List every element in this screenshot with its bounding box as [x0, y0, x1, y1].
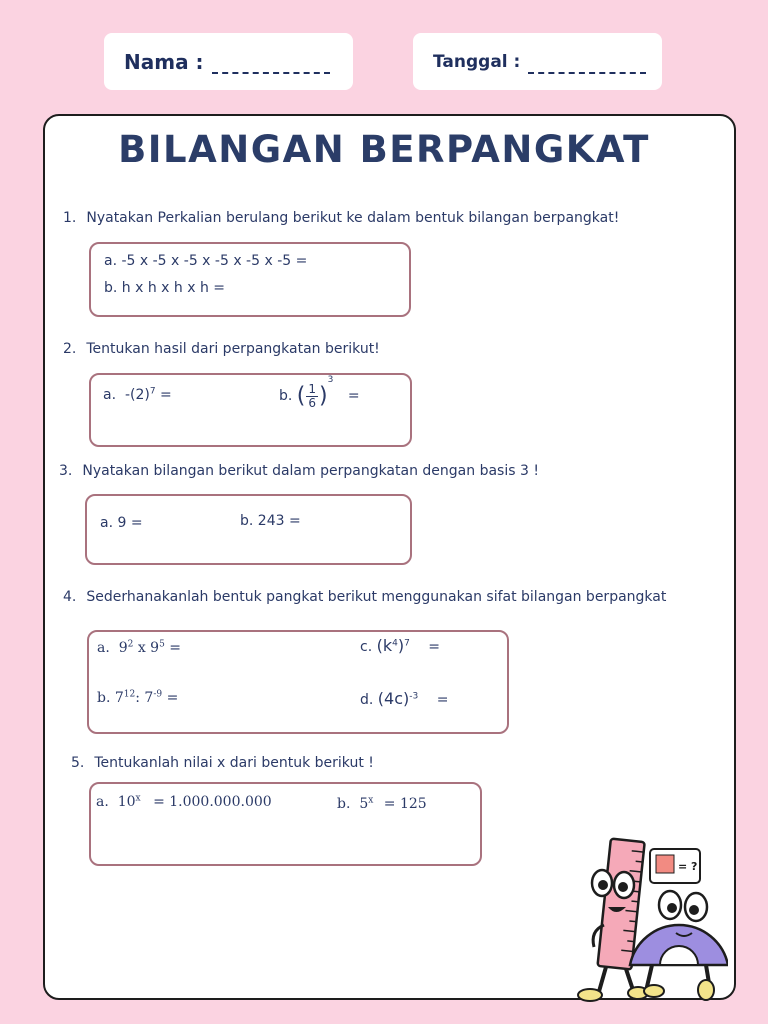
- answer-box-2[interactable]: [89, 373, 412, 447]
- answer-box-1[interactable]: [89, 242, 411, 317]
- q5-item-b: b. 5$^x$ = 125: [337, 795, 427, 812]
- q3-item-b: b. 243 =: [240, 513, 301, 529]
- q2-item-b: b. ( $\frac{1}{6}$ )$^3$ =: [279, 375, 360, 410]
- question-5: 5. Tentukanlah nilai x dari bentuk berikut !: [71, 755, 374, 771]
- q2-item-a: a. $-(2)^7$ =: [103, 386, 172, 403]
- q4-item-c: c. $(k^4)^7$ =: [360, 636, 441, 655]
- protractor-character: [630, 891, 728, 1000]
- speech-bubble: [650, 849, 700, 883]
- q5-item-a: a. 10$^x$ = 1.000.000.000: [96, 793, 272, 810]
- name-blank-line[interactable]: [212, 58, 330, 74]
- answer-box-5[interactable]: [89, 782, 482, 866]
- answer-box-3[interactable]: [85, 494, 412, 565]
- ruler-character: [578, 839, 648, 1001]
- date-field[interactable]: [413, 33, 662, 90]
- q1-item-b: b. h x h x h x h =: [104, 280, 226, 296]
- q4-item-a: a. $9^2$ x $9^5$ =: [97, 639, 182, 656]
- date-label: Tanggal :: [433, 51, 521, 72]
- question-1: 1. Nyatakan Perkalian berulang berikut ke dalam bentuk bilangan berpangkat!: [63, 210, 620, 226]
- answer-box-4[interactable]: [87, 630, 509, 734]
- speech-bubble-text: = ?: [678, 860, 698, 873]
- q4-item-d: d. $(4c)^{-3}$ =: [360, 689, 449, 708]
- question-3: 3. Nyatakan bilangan berikut dalam perpangkatan dengan basis 3 !: [59, 463, 539, 479]
- q3-item-a: a. 9 =: [100, 515, 143, 531]
- question-2: 2. Tentukan hasil dari perpangkatan berikut!: [63, 341, 380, 357]
- name-label: Nama :: [124, 49, 204, 74]
- q4-item-b: b. $7^{12}$: $7^{-9}$ =: [97, 689, 179, 706]
- question-4: 4. Sederhanakanlah bentuk pangkat berikut menggunakan sifat bilangan berpangkat: [63, 589, 667, 605]
- worksheet-title: BILANGAN BERPANGKAT: [118, 128, 650, 171]
- date-blank-line[interactable]: [528, 58, 646, 74]
- fraction: $\frac{1}{6}$: [308, 381, 317, 410]
- q1-item-a: a. -5 x -5 x -5 x -5 x -5 x -5 =: [104, 253, 308, 269]
- ruler-protractor-mascot-illustration: [568, 835, 728, 1003]
- name-field[interactable]: [104, 33, 353, 90]
